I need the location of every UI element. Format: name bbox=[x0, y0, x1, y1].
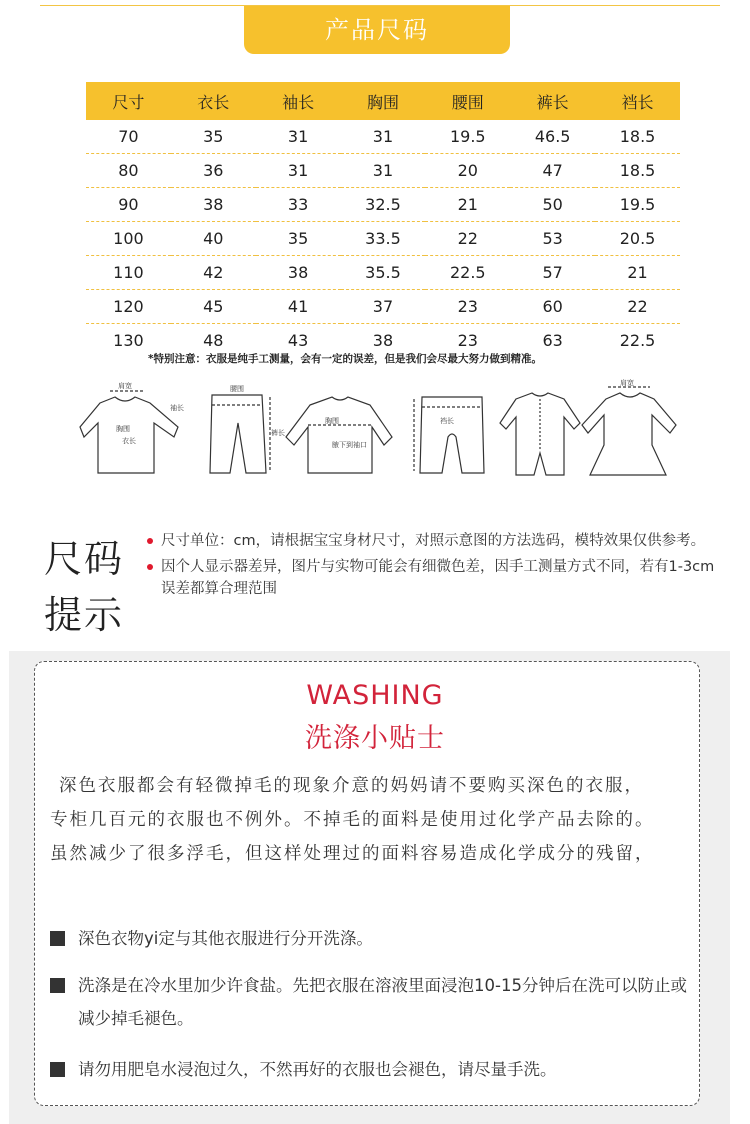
table-cell: 35.5 bbox=[341, 256, 426, 290]
washing-title-en: WASHING bbox=[306, 680, 444, 711]
table-cell: 19.5 bbox=[595, 188, 680, 222]
size-tips-list bbox=[147, 530, 717, 604]
table-cell: 21 bbox=[595, 256, 680, 290]
table-cell: 110 bbox=[86, 256, 171, 290]
table-cell: 35 bbox=[171, 120, 256, 154]
washing-tip-text: 深色衣物yi定与其他衣服进行分开洗涤。 bbox=[78, 929, 373, 948]
table-cell: 21 bbox=[425, 188, 510, 222]
column-header: 袖长 bbox=[256, 82, 341, 120]
table-cell: 23 bbox=[457, 331, 478, 350]
table-cell: 80 bbox=[86, 154, 171, 188]
table-cell: 31 bbox=[341, 154, 426, 188]
paragraph-line: 深色衣服都会有轻微掉毛的现象介意的妈妈请不要购买深色的衣服， bbox=[59, 776, 644, 796]
table-cell: 32.5 bbox=[341, 188, 426, 222]
table-cell: 130 bbox=[113, 331, 144, 350]
table-cell: 19.5 bbox=[425, 120, 510, 154]
table-cell: 48 bbox=[203, 331, 224, 350]
table-cell: 36 bbox=[171, 154, 256, 188]
label-chest: 胸围 bbox=[116, 425, 130, 433]
table-cell: 18.5 bbox=[595, 154, 680, 188]
size-tip-text: 因个人显示器差异，图片与实物可能会有细微色差，因手工测量方式不同，若有1-3cm误差都算合理范围 bbox=[161, 559, 715, 597]
table-cell: 31 bbox=[256, 154, 341, 188]
washing-tip-text: 请勿用肥皂水浸泡过久，不然再好的衣服也会褪色，请尽量手洗。 bbox=[78, 1060, 557, 1079]
table-cell: 63 bbox=[542, 331, 563, 350]
size-table bbox=[86, 82, 680, 357]
label-armpit-cuff: 腋下到袖口 bbox=[332, 441, 367, 449]
square-bullet-icon bbox=[50, 978, 65, 993]
table-cell: 31 bbox=[341, 120, 426, 154]
bullet-dot-icon bbox=[147, 564, 153, 570]
crotch-pants-icon bbox=[414, 397, 484, 473]
column-header: 裆长 bbox=[595, 82, 680, 120]
table-row bbox=[86, 154, 680, 188]
table-cell: 46.5 bbox=[510, 120, 595, 154]
table-cell: 40 bbox=[171, 222, 256, 256]
size-tip-item bbox=[147, 530, 717, 552]
label-shoulder-2: 肩宽 bbox=[620, 379, 634, 387]
measurement-diagrams bbox=[70, 375, 690, 495]
table-cell: 23 bbox=[425, 290, 510, 324]
table-row bbox=[86, 256, 680, 290]
washing-tip-item bbox=[50, 969, 690, 1035]
table-cell: 22 bbox=[425, 222, 510, 256]
pants-icon bbox=[210, 395, 270, 473]
table-cell: 22.5 bbox=[425, 256, 510, 290]
washing-paragraph bbox=[50, 769, 690, 871]
size-table-header-row bbox=[86, 82, 680, 120]
washing-title-cn: 洗涤小贴士 bbox=[305, 723, 445, 754]
table-cell: 70 bbox=[86, 120, 171, 154]
table-cell: 37 bbox=[341, 290, 426, 324]
size-tip-item bbox=[147, 556, 717, 600]
table-cell: 20.5 bbox=[595, 222, 680, 256]
size-tips-title-line1: 尺码 bbox=[44, 537, 125, 581]
column-header: 衣长 bbox=[171, 82, 256, 120]
table-cell: 22.5 bbox=[619, 331, 656, 350]
table-cell: 22 bbox=[595, 290, 680, 324]
label-waist: 腰围 bbox=[230, 385, 244, 393]
table-cell: 90 bbox=[86, 188, 171, 222]
table-cell: 60 bbox=[510, 290, 595, 324]
table-cell: 41 bbox=[256, 290, 341, 324]
label-crotch: 裆长 bbox=[440, 417, 454, 425]
product-size-title: 产品尺码 bbox=[244, 6, 510, 54]
raglan-top-icon bbox=[286, 397, 392, 473]
table-cell: 57 bbox=[510, 256, 595, 290]
table-cell: 33.5 bbox=[341, 222, 426, 256]
washing-tip-text: 洗涤是在冷水里加少许食盐。先把衣服在溶液里面浸泡10-15分钟后在洗可以防止或减少掉毛褪色。 bbox=[78, 976, 687, 1028]
label-chest-2: 胸围 bbox=[325, 417, 339, 425]
paragraph-line: 专柜几百元的衣服也不例外。不掉毛的面料是使用过化学产品去除的。 bbox=[50, 810, 655, 830]
washing-tip-item bbox=[50, 1053, 690, 1086]
table-cell: 33 bbox=[256, 188, 341, 222]
paragraph-line: 虽然减少了很多浮毛，但这样处理过的面料容易造成化学成分的残留， bbox=[50, 844, 655, 864]
table-cell: 38 bbox=[372, 331, 394, 350]
label-sleeve: 袖长 bbox=[170, 404, 184, 412]
table-row bbox=[86, 290, 680, 324]
table-cell: 50 bbox=[510, 188, 595, 222]
column-header: 胸围 bbox=[341, 82, 426, 120]
table-cell: 20 bbox=[425, 154, 510, 188]
dress-icon bbox=[582, 387, 676, 475]
table-row bbox=[86, 222, 680, 256]
label-shoulder: 肩宽 bbox=[118, 382, 132, 390]
square-bullet-icon bbox=[50, 1062, 65, 1077]
table-cell: 35 bbox=[256, 222, 341, 256]
table-cell: 47 bbox=[510, 154, 595, 188]
table-row bbox=[86, 188, 680, 222]
column-header: 腰围 bbox=[425, 82, 510, 120]
label-pants-length: 裤长 bbox=[271, 429, 285, 437]
table-cell: 43 bbox=[287, 331, 309, 350]
table-cell: 31 bbox=[256, 120, 341, 154]
table-cell: 53 bbox=[510, 222, 595, 256]
table-cell: 18.5 bbox=[595, 120, 680, 154]
table-row bbox=[86, 120, 680, 154]
table-cell: 42 bbox=[171, 256, 256, 290]
table-cell: 100 bbox=[86, 222, 171, 256]
label-length: 衣长 bbox=[122, 437, 136, 445]
size-tips-title-line2: 提示 bbox=[44, 593, 125, 637]
size-tip-text: 尺寸单位：cm，请根据宝宝身材尺寸，对照示意图的方法选码，模特效果仅供参考。 bbox=[161, 533, 706, 549]
table-cell: 38 bbox=[256, 256, 341, 290]
romper-icon bbox=[500, 393, 580, 475]
table-cell: 38 bbox=[171, 188, 256, 222]
measurement-note: *特别注意：衣服是纯手工测量，会有一定的误差，但是我们会尽最大努力做到精准。 bbox=[148, 353, 542, 365]
square-bullet-icon bbox=[50, 931, 65, 946]
washing-tip-item bbox=[50, 922, 690, 955]
table-cell: 45 bbox=[171, 290, 256, 324]
bullet-dot-icon bbox=[147, 538, 153, 544]
table-cell: 120 bbox=[86, 290, 171, 324]
column-header: 裤长 bbox=[510, 82, 595, 120]
column-header: 尺寸 bbox=[86, 82, 171, 120]
